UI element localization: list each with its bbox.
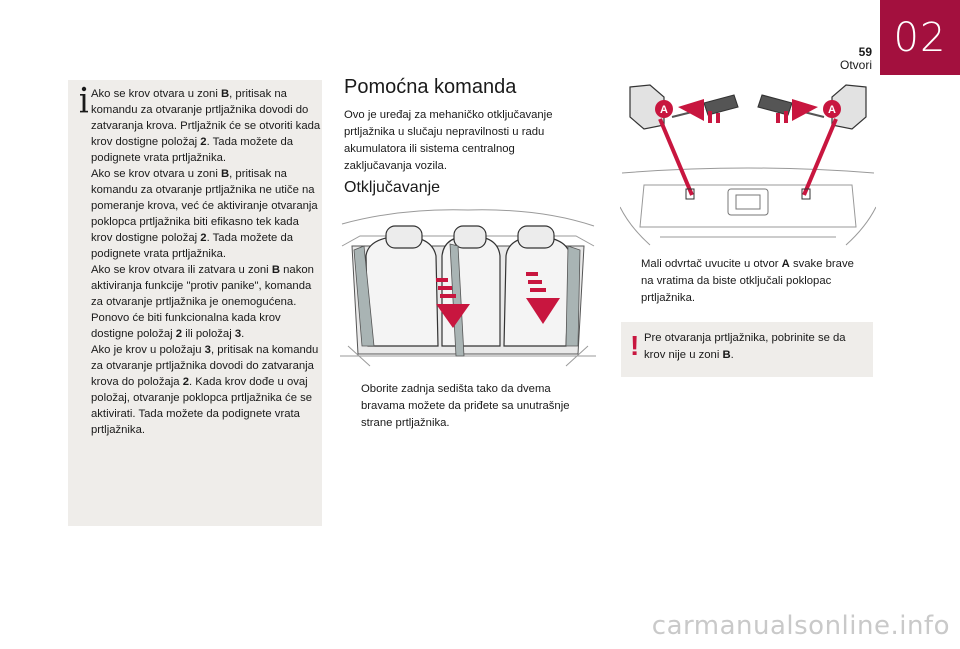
info-paragraph-4: Ako je krov u položaju 3, pritisak na komandu za otvaranje prtljažnika dovodi do zatvaranja krova do položaja 2. Kada krov dođe u ovaj položaj, otvaranje poklopca prtljažnika će se aktivirati. Tada možete da podignete vrata prtljažnika.	[91, 344, 319, 436]
warning-box	[621, 322, 873, 377]
info-icon	[76, 86, 92, 116]
section-title: Pomoćna komanda	[344, 76, 517, 98]
seats-instruction-text: Oborite zadnja sedišta tako da dvema bravama možete da priđete sa unutrašnje strane prtljažnika.	[361, 383, 570, 429]
seats-instruction	[344, 381, 584, 432]
subsection-title: Otključavanje	[344, 179, 441, 196]
warning-text: Pre otvaranja prtljažnika, pobrinite se da krov nije u zoni B.	[644, 332, 846, 361]
info-box	[68, 80, 322, 526]
marker-a-left: A	[660, 104, 668, 116]
boot-lock-illustration	[620, 77, 876, 249]
boot-instruction	[624, 256, 869, 307]
marker-a-right: A	[828, 104, 836, 116]
intro-text: Ovo je uređaj za mehaničko otključavanje prtljažnika u slučaju nepravilnosti u radu akumulatora ili sistema centralnog zaključavanja vozila.	[344, 109, 553, 172]
info-paragraph-2: Ako se krov otvara u zoni B, pritisak na komandu za otvaranje prtljažnika ne utiče na pomeranje krova, već će aktiviranje otvaranja poklopca prtljažnika biti efikasno tek kada krov dostigne položaj 2. Tada možete da podignete vrata prtljažnika.	[91, 168, 318, 260]
watermark: carmanualsonline.info	[651, 611, 950, 641]
chapter-tab: 02	[880, 0, 960, 75]
boot-instruction-text: Mali odvrtač uvucite u otvor A svake brave na vratima da biste otključali poklopac prtljažnika.	[641, 258, 854, 304]
page-number: 59	[858, 45, 872, 59]
info-paragraph-1: Ako se krov otvara u zoni B, pritisak na komandu za otvaranje prtljažnika dovodi do zatvaranja krova. Prtljažnik će se otvoriti kada krov dostigne položaj 2. Tada možete da podignete vrata prtljažnika.	[91, 88, 321, 164]
info-text	[91, 86, 321, 438]
rear-seats-illustration	[340, 206, 596, 372]
exclamation-icon: !	[630, 330, 640, 361]
info-paragraph-3: Ako se krov otvara ili zatvara u zoni B nakon aktiviranja funkcije "protiv panike", komanda za otvaranje prtljažnika je onemogućena. Ponovo će biti funkcionalna kada krov dostigne položaj 2 ili položaj 3.	[91, 264, 314, 340]
section-name: Otvori	[839, 58, 872, 72]
